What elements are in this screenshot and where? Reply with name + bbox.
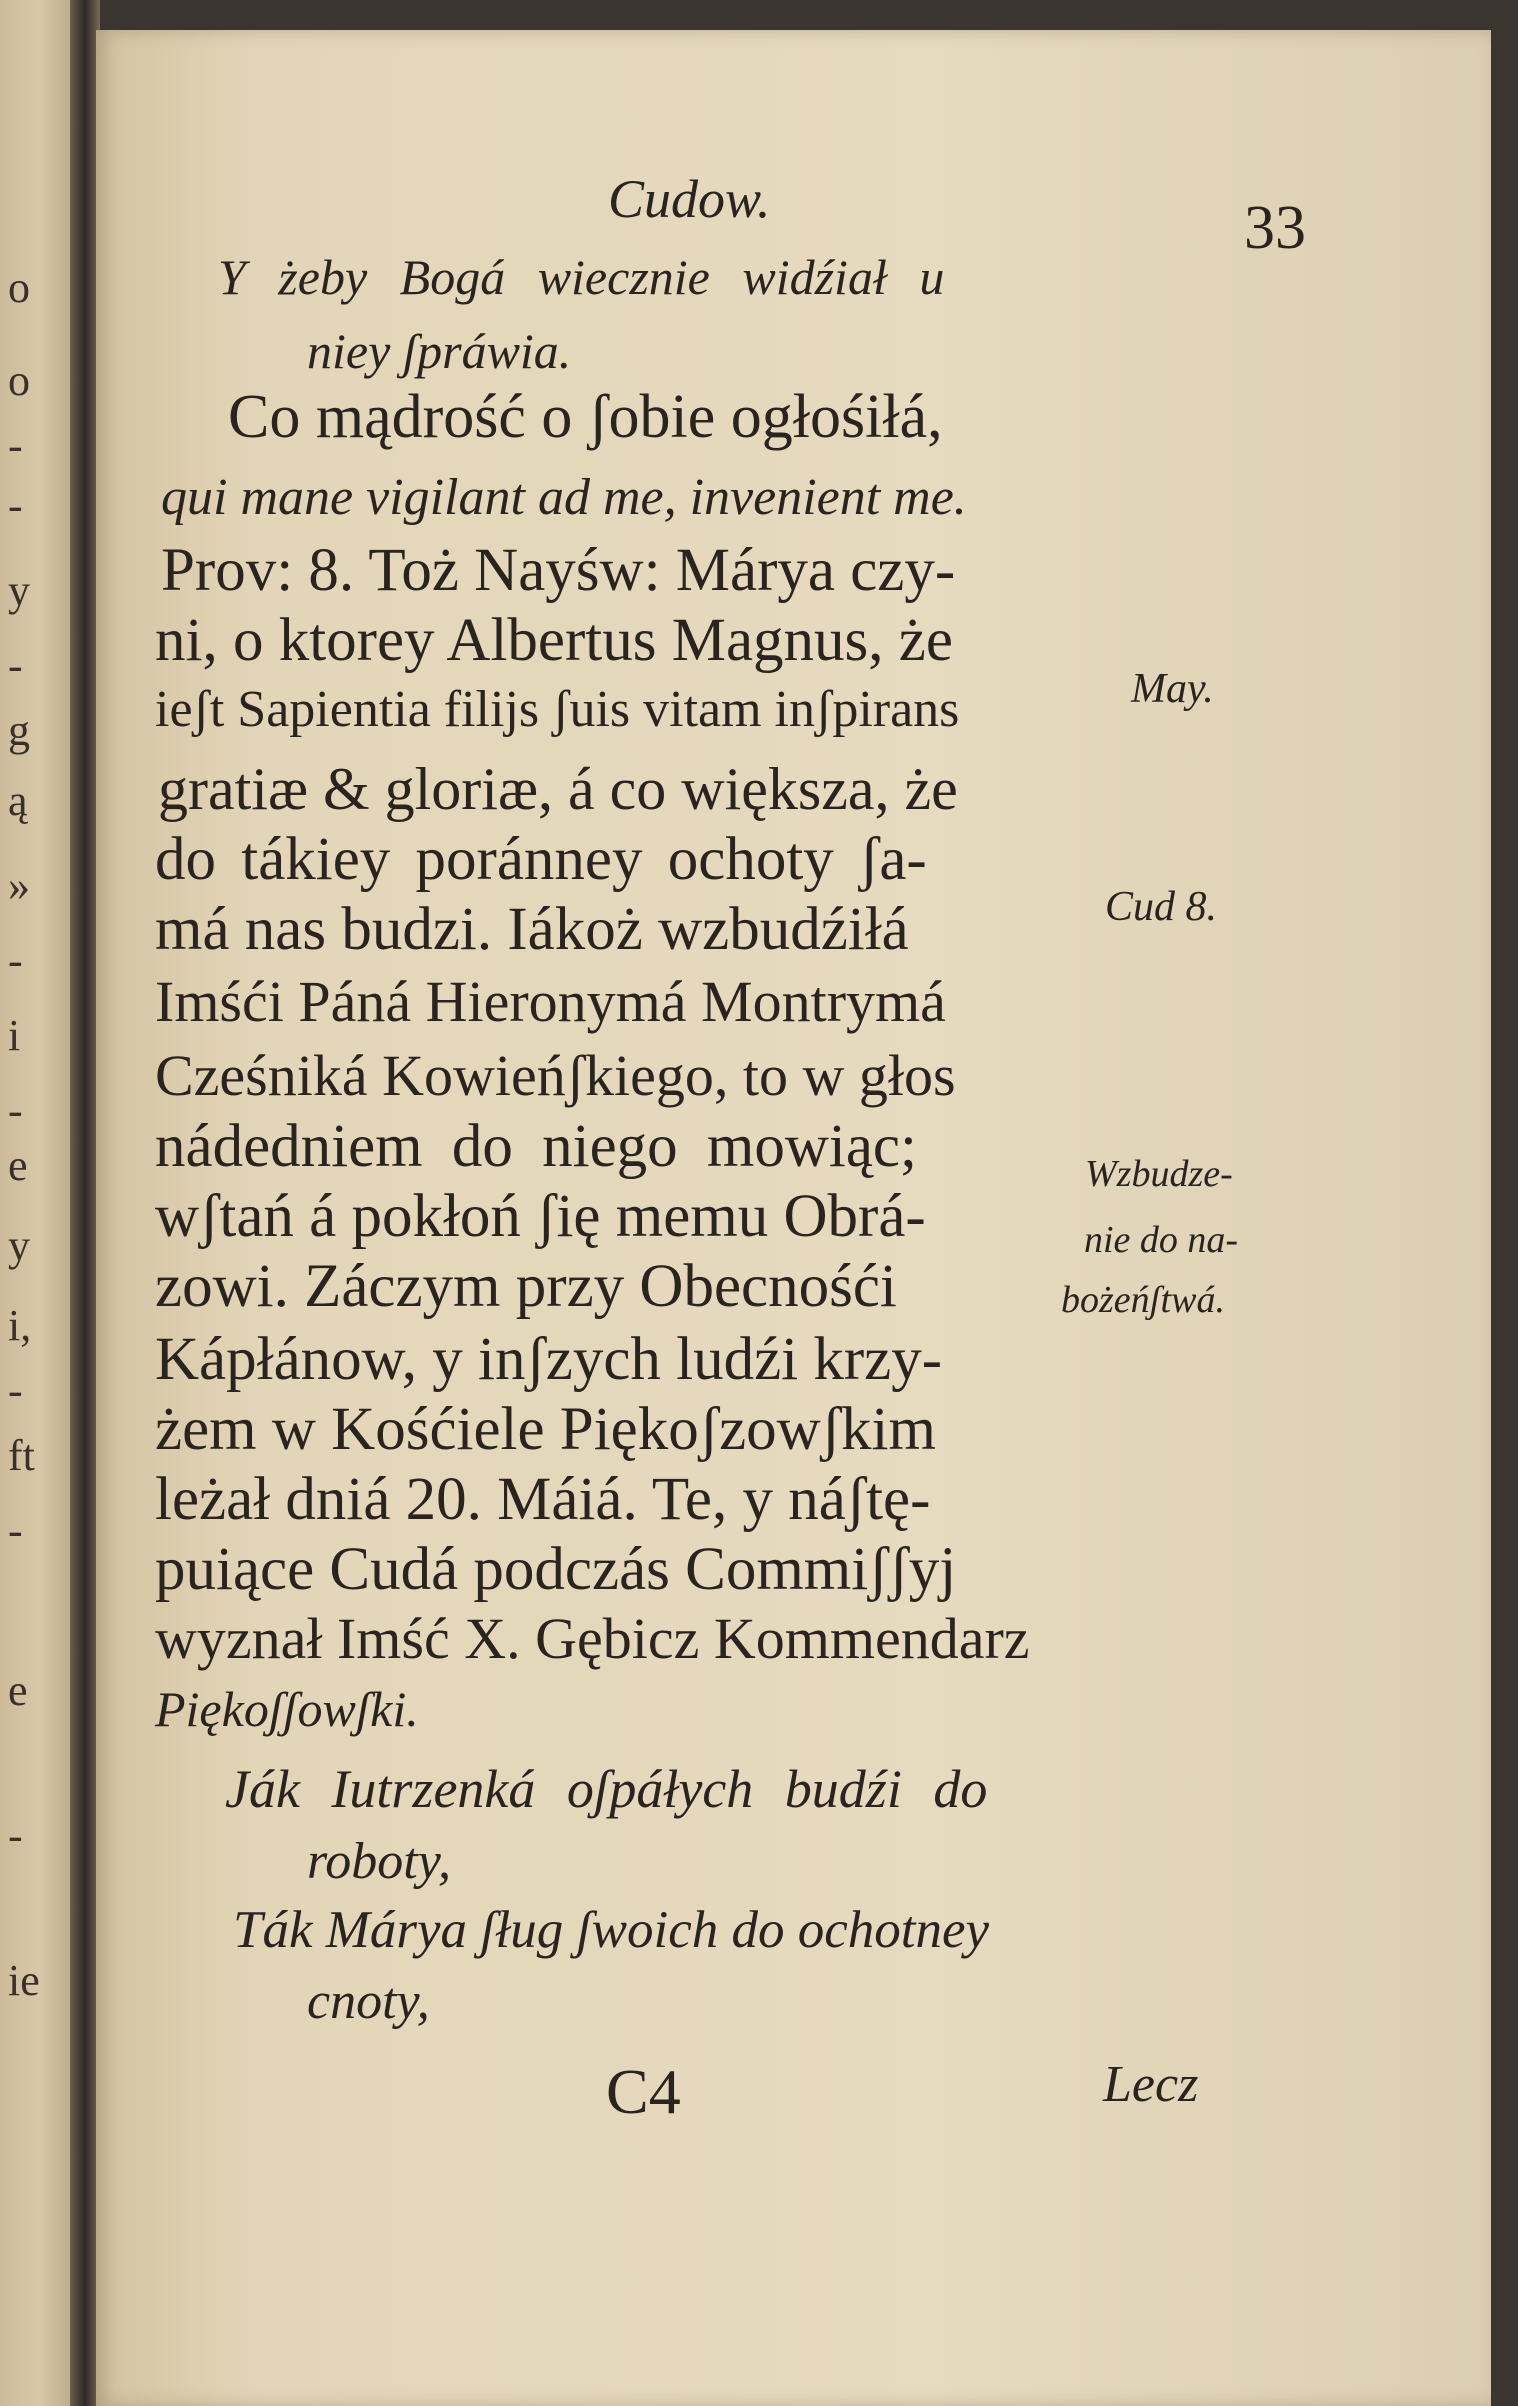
text-line: ieʃt Sapientia filijs ʃuis vitam inʃpirans (155, 681, 960, 738)
text-line: do tákiey poránney ochoty ʃa- (155, 826, 927, 893)
text-line: Cześniká Kowieńʃkiego, to w głos (155, 1043, 956, 1108)
text-line: Prov: 8. Toż Nayśw: Márya czy- (161, 537, 956, 604)
left-fragment: i, (8, 1301, 32, 1350)
left-fragment: - (8, 1366, 23, 1415)
text-line: Imśći Páná Hieronymá Montrymá (155, 969, 946, 1034)
left-fragment: y (8, 1221, 30, 1270)
text-line: zowi. Záczym przy Obecnośći (155, 1253, 897, 1320)
text-line: má nas budzi. Iákoż wzbudźiłá (155, 896, 909, 963)
text-line: żem w Kośćiele Piękoʃzowʃkim (155, 1396, 936, 1463)
left-fragment: i (8, 1011, 21, 1060)
margin-note: bożeńʃtwá. (1061, 1279, 1225, 1321)
text-line: Y żeby Bogá wiecznie widźiał u (218, 249, 945, 305)
left-fragment: - (8, 1811, 23, 1860)
catchword: Lecz (1103, 2056, 1199, 2113)
text-line: Ták Márya ʃług ʃwoich do ochotney (233, 1901, 990, 1959)
left-fragment: - (8, 641, 23, 690)
margin-note: nie do na- (1084, 1219, 1239, 1261)
text-line: Co mądrość o ʃobie ogłośiłá, (228, 383, 943, 451)
left-fragment: - (8, 936, 23, 985)
text-line: leżał dniá 20. Máiá. Te, y náʃtę- (155, 1466, 931, 1533)
left-fragment: e (8, 1141, 28, 1190)
left-fragment: - (8, 1086, 23, 1135)
margin-note: Cud 8. (1105, 884, 1218, 930)
left-fragment: e (8, 1666, 28, 1715)
running-title: Cudow. (608, 169, 771, 229)
left-fragment: o (8, 263, 30, 312)
text-line: roboty, (307, 1833, 451, 1890)
left-page-edge (0, 0, 78, 2406)
text-line: nádedniem do niego mowiąc; (155, 1113, 917, 1180)
text-line: qui mane vigilant ad me, invenient me. (161, 469, 967, 526)
left-fragment: y (8, 566, 30, 615)
signature-mark: C4 (606, 2056, 681, 2127)
text-line: niey ʃpráwia. (307, 323, 572, 379)
text-line: puiące Cudá podczás Commiʃʃyj (155, 1536, 957, 1603)
text-line: wyznał Imść X. Gębicz Kommendarz (155, 1606, 1030, 1671)
left-fragment: ft (8, 1431, 35, 1480)
left-fragment: » (8, 861, 30, 910)
text-line: cnoty, (307, 1973, 430, 2030)
margin-note: Wzbudze- (1085, 1153, 1233, 1195)
left-fragment: - (8, 481, 23, 530)
left-fragment: - (8, 421, 23, 470)
left-fragment: ie (8, 1956, 40, 2005)
text-line: Ják Iutrzenká oʃpáłych budźi do (225, 1759, 988, 1819)
left-fragment: - (8, 1506, 23, 1555)
page-number: 33 (1244, 194, 1306, 262)
left-fragment: o (8, 356, 30, 405)
left-fragment: ą (8, 776, 28, 825)
text-line: gratiæ & gloriæ, á co większa, że (158, 756, 958, 822)
left-fragment: g (8, 706, 30, 755)
text-line: wʃtań á pokłoń ʃię memu Obrá- (155, 1183, 926, 1250)
text-line: ni, o ktorey Albertus Magnus, że (155, 607, 953, 674)
text-line: Kápłánow, y inʃzych ludźi krzy- (155, 1326, 943, 1393)
text-line: Piękoʃʃowʃki. (155, 1681, 419, 1737)
margin-note: May. (1131, 666, 1214, 712)
